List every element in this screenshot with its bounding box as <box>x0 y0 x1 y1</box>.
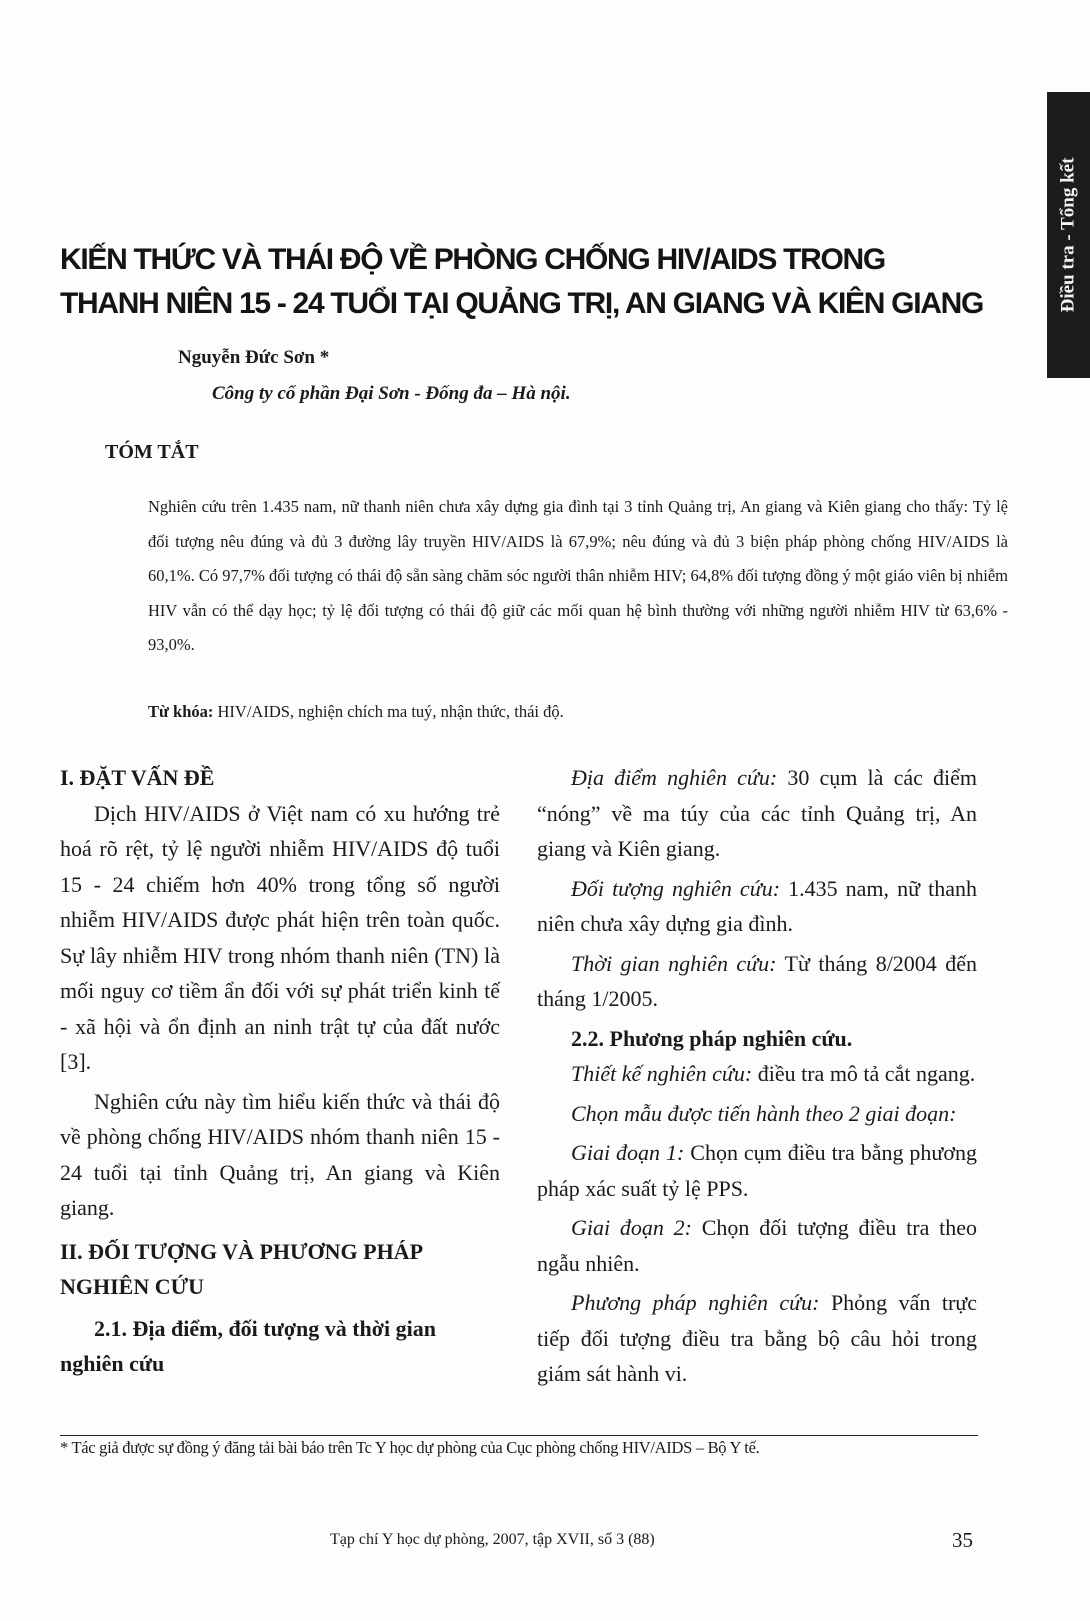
location-paragraph <box>537 760 977 867</box>
stage-1-label: Giai đoạn 1: <box>571 1140 685 1165</box>
stage-1-text: Chọn cụm điều tra bằng phương pháp xác suất tỷ lệ PPS. <box>537 1140 977 1201</box>
abstract-heading: TÓM TẮT <box>105 441 199 463</box>
title-line-2: THANH NIÊN 15 - 24 TUỔI TẠI QUẢNG TRỊ, AN GIANG VÀ KIÊN GIANG <box>60 287 983 320</box>
location-label: Địa điểm nghiên cứu: <box>571 765 778 790</box>
design-label: Thiết kế nghiên cứu: <box>571 1061 753 1086</box>
stage-2-text: Chọn đối tượng điều tra theo ngẫu nhiên. <box>537 1215 977 1276</box>
section-heading-intro: I. ĐẶT VẤN ĐỀ <box>60 765 215 790</box>
subjects-text: 1.435 nam, nữ thanh niên chưa xây dựng gia đình. <box>537 875 977 936</box>
title-line-1: KIẾN THỨC VÀ THÁI ĐỘ VỀ PHÒNG CHỐNG HIV/AIDS TRONG <box>60 243 885 276</box>
author-affiliation: Công ty cổ phần Đại Sơn - Đống đa – Hà nội. <box>212 383 571 404</box>
stage-1-paragraph <box>537 1135 977 1206</box>
subsection-heading-2-1: 2.1. Địa điểm, đối tượng và thời gian nghiên cứu <box>60 1315 436 1376</box>
subjects-label: Đối tượng nghiên cứu: <box>571 875 781 901</box>
keywords <box>148 702 564 722</box>
method-label: Phương pháp nghiên cứu: <box>571 1290 820 1315</box>
right-column <box>537 760 977 1396</box>
author-name: Nguyễn Đức Sơn * <box>178 347 330 368</box>
abstract <box>148 490 1008 663</box>
abstract-body: Nghiên cứu trên 1.435 nam, nữ thanh niên chưa xây dựng gia đình tại 3 tỉnh Quảng trị, An giang và Kiên giang cho thấy: Tỷ lệ đối tượng nêu đúng và đủ 3 đường lây truyền HIV/AIDS là 67,9%; nêu đúng và đủ 3 biện pháp phòng chống HIV/AIDS là 60,1%. Có 97,7% đối tượng có thái độ sẵn sàng chăm sóc người thân nhiễm HIV; 64,8% đối tượng đồng ý một giáo viên bị nhiễm HIV vẫn có thể dạy học; tỷ lệ đối tượng có thái độ giữ các mối quan hệ bình thường với những người nhiễm HIV từ 63,6% - 93,0%. <box>148 497 1008 654</box>
intro-paragraph-1: Dịch HIV/AIDS ở Việt nam có xu hướng trẻ hoá rõ rệt, tỷ lệ người nhiễm HIV/AIDS độ tuổi 15 - 24 chiếm hơn 40% trong tổng số người nhiễm HIV/AIDS được phát hiện trên toàn quốc. Sự lây nhiễm HIV trong nhóm thanh niên (TN) là mối nguy cơ tiềm ẩn đối với sự phát triển kinh tế - xã hội và ổn định an ninh trật tự của đất nước [3]. <box>60 800 500 1074</box>
section-tab <box>1047 92 1090 378</box>
footnote-divider <box>60 1435 978 1436</box>
time-text: Từ tháng 8/2004 đến tháng 1/2005. <box>537 950 978 1011</box>
footnote: * Tác giả được sự đồng ý đăng tải bài báo trên Tc Y học dự phòng của Cục phòng chống HIV/AIDS – Bộ Y tế. <box>60 1438 760 1457</box>
sampling-text: Chọn mẫu được tiến hành theo 2 giai đoạn: <box>571 1100 957 1126</box>
subsection-heading-2-2: 2.2. Phương pháp nghiên cứu. <box>571 1025 853 1051</box>
journal-citation: Tạp chí Y học dự phòng, 2007, tập XVII, số 3 (88) <box>330 1531 655 1548</box>
section-tab-label: Điều tra - Tổng kết <box>1057 157 1079 313</box>
stage-2-label: Giai đoạn 2: <box>571 1215 692 1240</box>
intro-paragraph-2: Nghiên cứu này tìm hiểu kiến thức và thái độ về phòng chống HIV/AIDS nhóm thanh niên 15 - 24 tuổi tại tỉnh Quảng trị, An giang và Kiên giang. <box>60 1088 500 1220</box>
sampling-paragraph <box>537 1096 977 1132</box>
method-paragraph <box>537 1285 977 1392</box>
method-text: Phỏng vấn trực tiếp đối tượng điều tra bằng bộ câu hỏi trong giám sát hành vi. <box>537 1290 977 1386</box>
keywords-text: HIV/AIDS, nghiện chích ma tuý, nhận thức, thái độ. <box>217 702 564 721</box>
section-heading-methods: II. ĐỐI TƯỢNG VÀ PHƯƠNG PHÁP NGHIÊN CỨU <box>60 1238 422 1299</box>
stage-2-paragraph <box>537 1210 977 1281</box>
article-title <box>60 238 1020 326</box>
time-label: Thời gian nghiên cứu: <box>571 950 777 976</box>
design-paragraph <box>537 1056 977 1092</box>
location-text: 30 cụm là các điểm “nóng” về ma túy của các tỉnh Quảng trị, An giang và Kiên giang. <box>537 765 978 861</box>
subjects-paragraph <box>537 871 977 942</box>
page-number: 35 <box>952 1528 973 1552</box>
left-column <box>60 760 500 1382</box>
keywords-label: Từ khóa: <box>148 702 214 721</box>
design-text: điều tra mô tả cắt ngang. <box>752 1061 976 1086</box>
time-paragraph <box>537 946 977 1017</box>
